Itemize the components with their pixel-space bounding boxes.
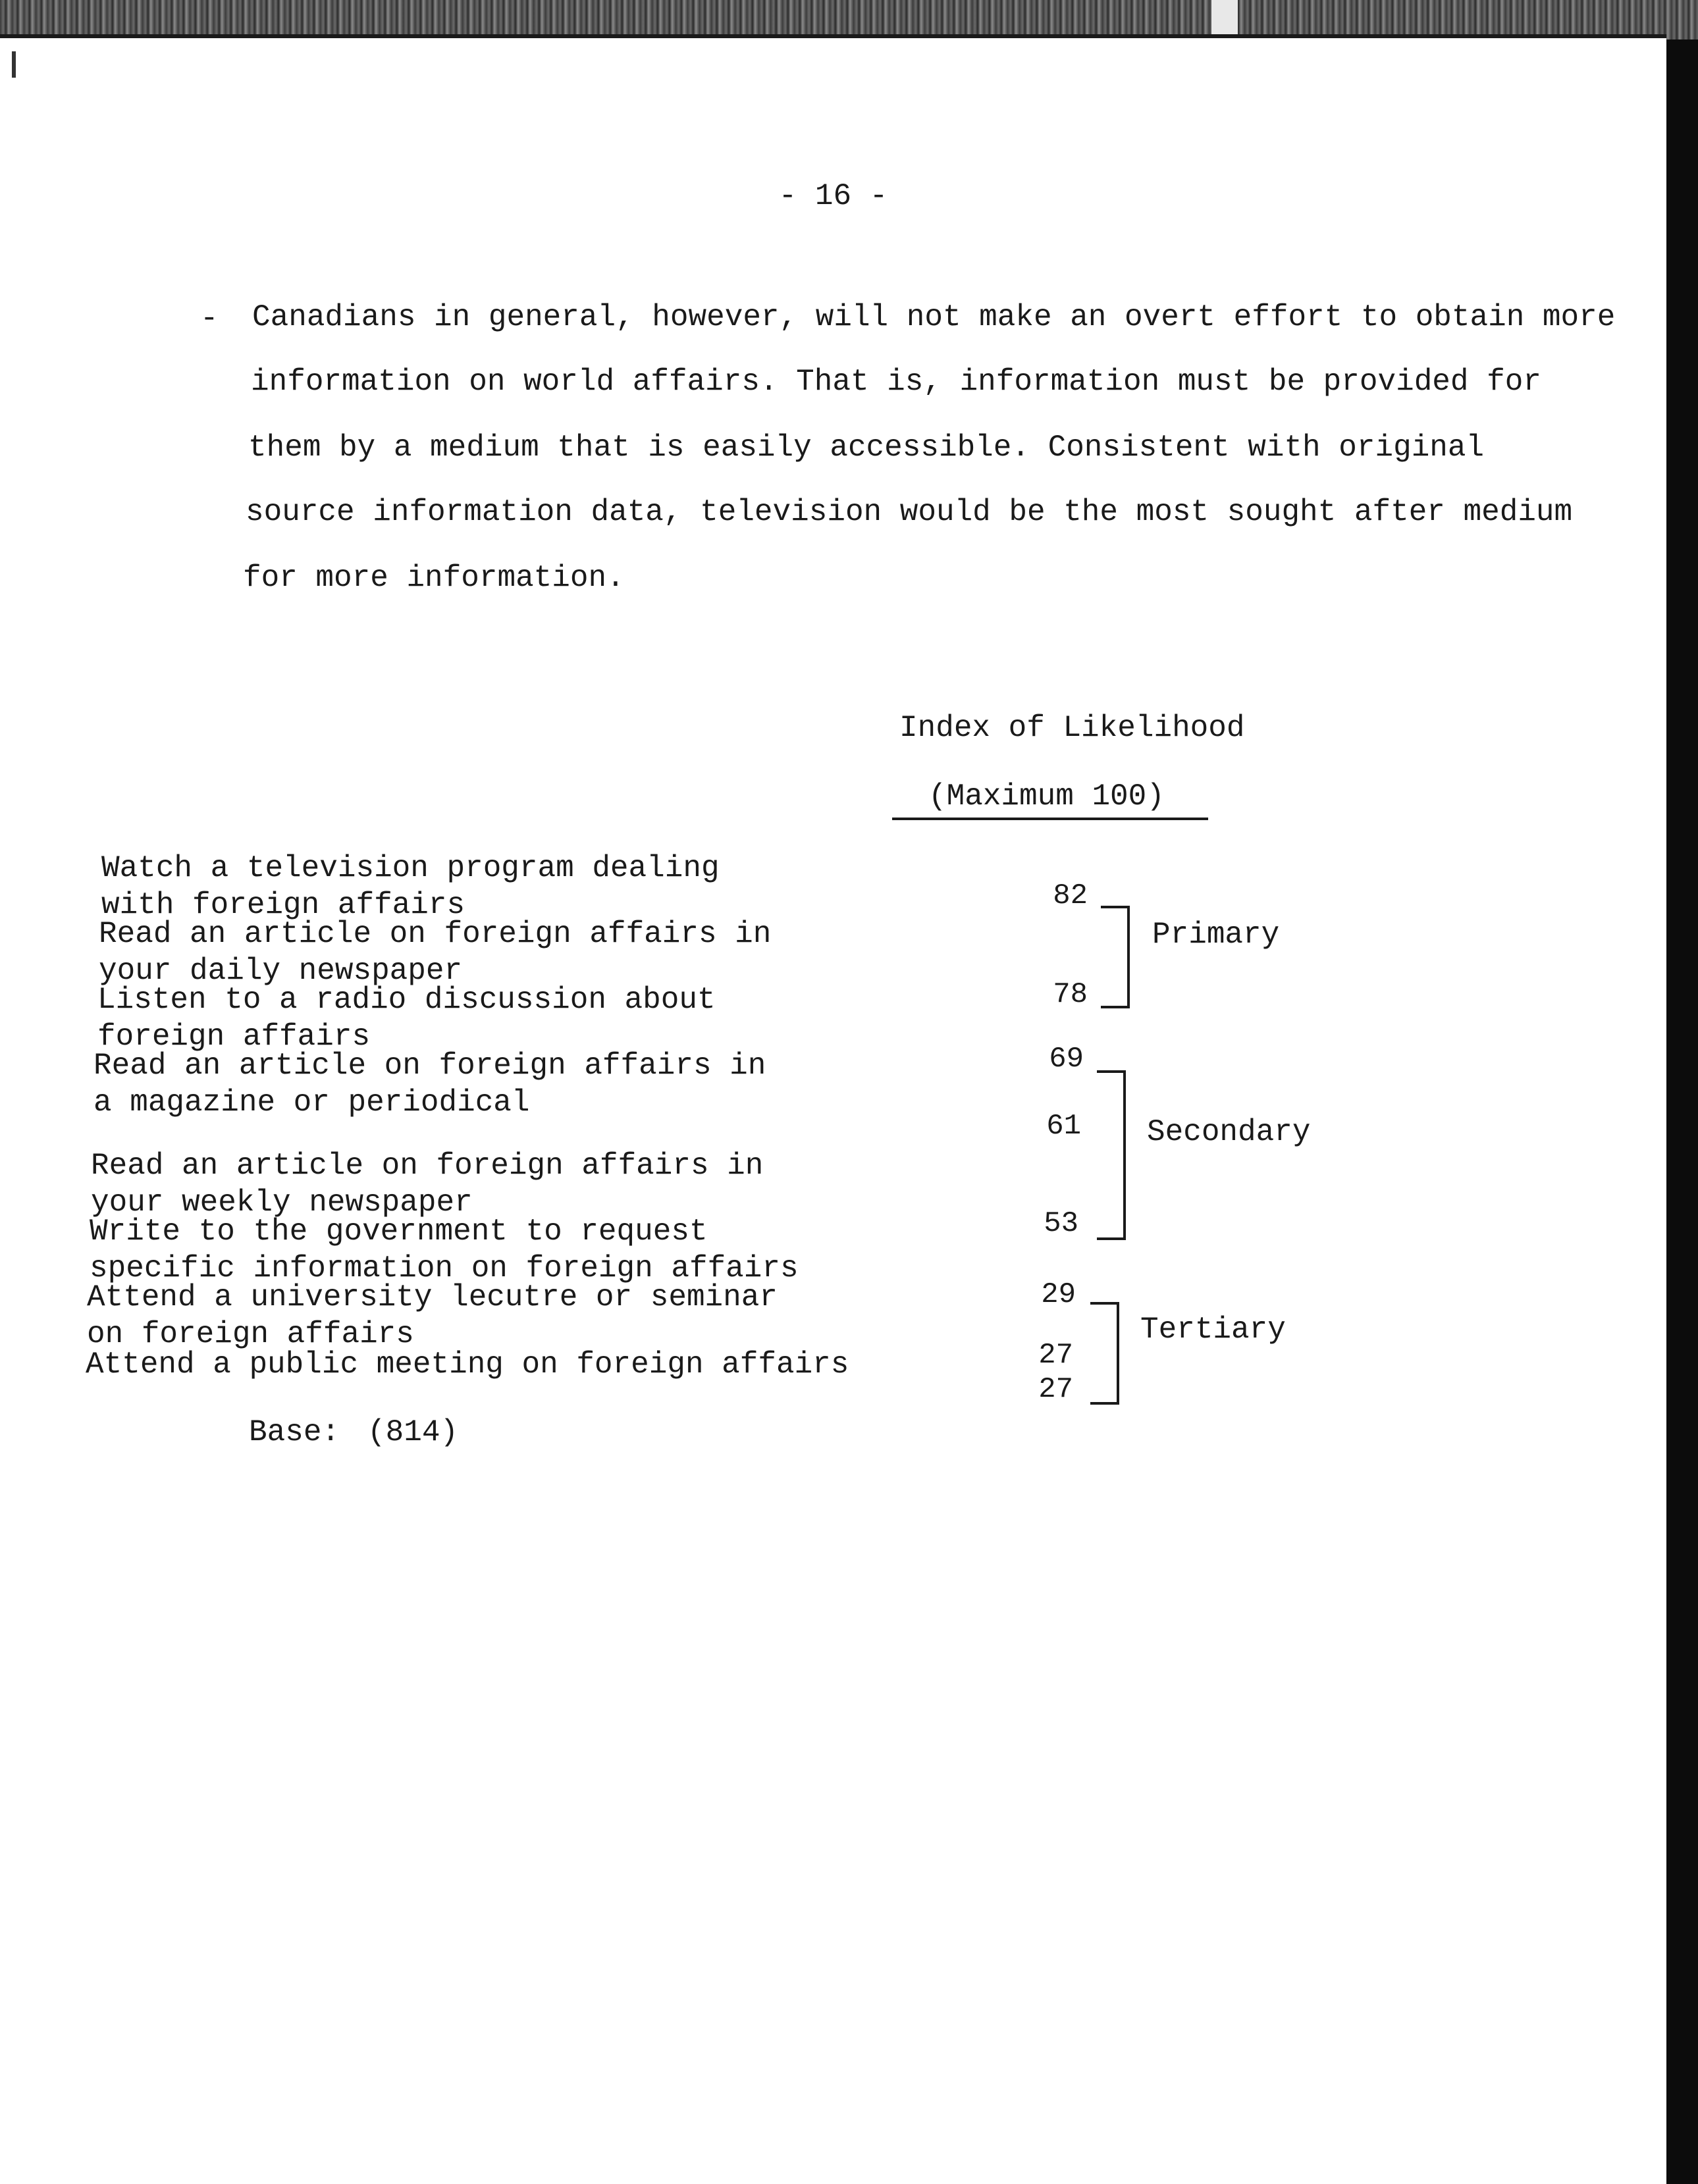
column-subheading: (Maximum 100) [928, 779, 1165, 814]
base-label: Base: [249, 1415, 340, 1449]
tertiary-bracket [1090, 1302, 1119, 1405]
value-6: 29 [1041, 1278, 1076, 1311]
page-top-edge [0, 34, 1666, 58]
list-item-2-line2: your daily newspaper [99, 954, 463, 988]
list-item-1-line1: Watch a television program dealing [101, 851, 720, 885]
list-item-4-line2: a magazine or periodical [93, 1085, 530, 1120]
page-number: - 16 - [778, 179, 888, 213]
paragraph-line-3: them by a medium that is easily accessible. Consistent with original [248, 430, 1485, 465]
list-item-1-line2: with foreign affairs [101, 888, 465, 922]
list-item-2-line1: Read an article on foreign affairs in [99, 917, 772, 951]
group-label-primary: Primary [1152, 918, 1280, 952]
paragraph-line-1: Canadians in general, however, will not make an overt effort to obtain more [252, 300, 1616, 334]
paragraph-line-5: for more information. [243, 561, 625, 595]
value-4: 61 [1046, 1110, 1081, 1143]
secondary-bracket [1097, 1070, 1126, 1240]
paragraph-line-2: information on world affairs. That is, information must be provided for [251, 365, 1541, 399]
paragraph-line-4: source information data, television would be the most sought after medium [246, 495, 1573, 529]
list-item-6-line2: specific information on foreign affairs [90, 1251, 799, 1286]
primary-bracket [1101, 906, 1130, 1008]
scan-right-edge [1666, 39, 1698, 2184]
heading-underline [892, 818, 1208, 820]
value-2: 78 [1053, 978, 1088, 1011]
value-7: 27 [1038, 1339, 1073, 1372]
list-item-4-line1: Read an article on foreign affairs in [93, 1049, 766, 1083]
value-3: 69 [1049, 1043, 1084, 1076]
column-heading: Index of Likelihood [899, 711, 1245, 745]
scan-left-mark [12, 51, 16, 78]
group-label-secondary: Secondary [1147, 1115, 1311, 1149]
list-item-7-line2: on foreign affairs [87, 1317, 414, 1351]
value-1: 82 [1053, 879, 1088, 912]
list-item-3-line2: foreign affairs [97, 1020, 371, 1054]
bullet-dash: - [200, 301, 219, 336]
list-item-5-line2: your weekly newspaper [91, 1185, 473, 1220]
list-item-6-line1: Write to the government to request [90, 1214, 708, 1249]
list-item-5-line1: Read an article on foreign affairs in [91, 1149, 764, 1183]
list-item-7-line1: Attend a university lecutre or seminar [87, 1280, 778, 1314]
value-8: 27 [1038, 1373, 1073, 1406]
value-5: 53 [1044, 1207, 1078, 1240]
base-value: (814) [367, 1415, 459, 1449]
list-item-8-line1: Attend a public meeting on foreign affairs [86, 1347, 849, 1382]
group-label-tertiary: Tertiary [1140, 1313, 1286, 1347]
list-item-3-line1: Listen to a radio discussion about [97, 983, 716, 1017]
